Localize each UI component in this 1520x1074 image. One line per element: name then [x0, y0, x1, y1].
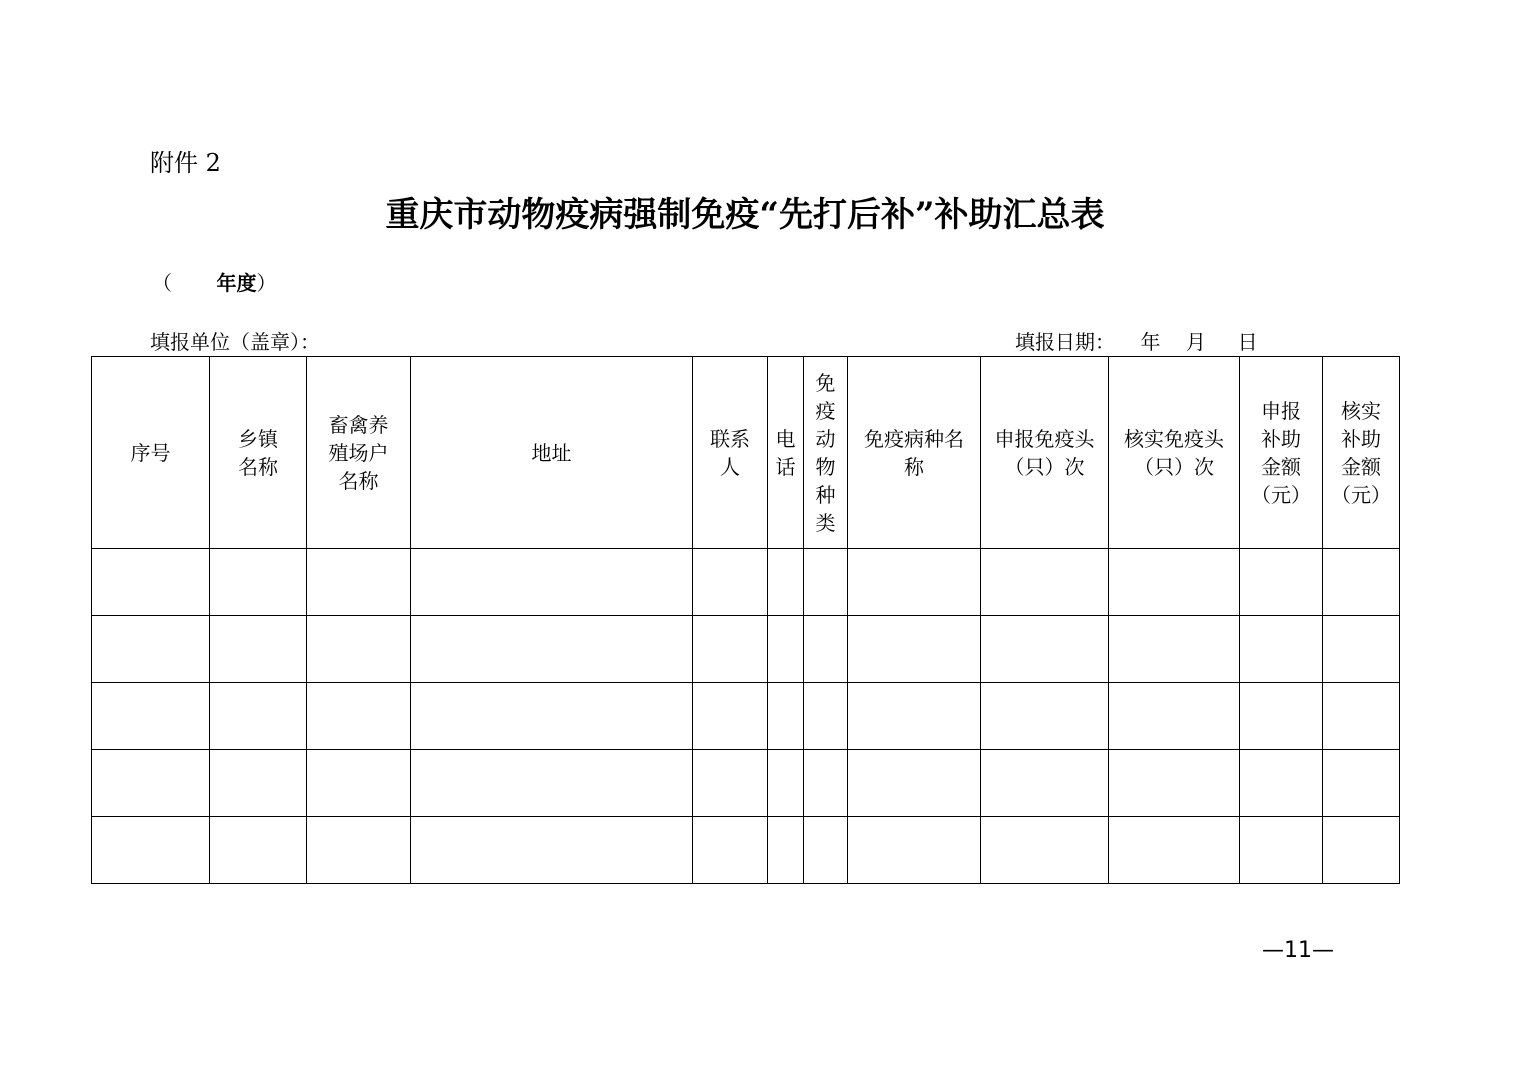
table-cell[interactable] — [768, 616, 804, 683]
table-cell[interactable] — [1109, 549, 1240, 616]
reporting-date-label: 填报日期： — [1015, 330, 1115, 354]
table-cell[interactable] — [1109, 817, 1240, 884]
table-cell[interactable] — [804, 549, 848, 616]
table-cell[interactable] — [768, 750, 804, 817]
table-header-row — [92, 357, 1400, 549]
year-line — [152, 268, 277, 298]
column-header: 联系 人 — [693, 357, 768, 549]
table-cell[interactable] — [981, 683, 1109, 750]
table-cell[interactable] — [1109, 616, 1240, 683]
table-cell[interactable] — [693, 750, 768, 817]
table-row — [92, 549, 1400, 616]
column-header: 免 疫 动 物 种 类 — [804, 357, 848, 549]
date-month-blank — [1160, 330, 1185, 354]
table-cell[interactable] — [848, 817, 981, 884]
date-day-blank — [1206, 330, 1238, 354]
table-cell[interactable] — [804, 750, 848, 817]
page-number: —11— — [1262, 938, 1334, 963]
table-cell[interactable] — [848, 616, 981, 683]
column-header: 核实免疫头 （只）次 — [1109, 357, 1240, 549]
table-cell[interactable] — [92, 750, 210, 817]
column-header: 地址 — [411, 357, 693, 549]
table-cell[interactable] — [411, 616, 693, 683]
table-cell[interactable] — [210, 683, 307, 750]
column-header: 免疫病种名 称 — [848, 357, 981, 549]
table-cell[interactable] — [307, 616, 411, 683]
date-day-unit: 日 — [1237, 330, 1258, 354]
subsidy-summary-table — [91, 356, 1400, 884]
table-row — [92, 616, 1400, 683]
table-cell[interactable] — [307, 817, 411, 884]
table-cell[interactable] — [693, 549, 768, 616]
table-cell[interactable] — [804, 817, 848, 884]
year-blank — [172, 271, 217, 295]
column-header: 畜禽养 殖场户 名称 — [307, 357, 411, 549]
table-cell[interactable] — [1240, 549, 1323, 616]
table-cell[interactable] — [981, 817, 1109, 884]
table-cell[interactable] — [1323, 616, 1400, 683]
table-cell[interactable] — [1240, 683, 1323, 750]
table-cell[interactable] — [411, 683, 693, 750]
table-cell[interactable] — [804, 616, 848, 683]
table-cell[interactable] — [1109, 683, 1240, 750]
table-cell[interactable] — [981, 750, 1109, 817]
table-cell[interactable] — [411, 549, 693, 616]
table-cell[interactable] — [307, 549, 411, 616]
year-label: 年度 — [216, 271, 257, 295]
column-header: 电 话 — [768, 357, 804, 549]
table-cell[interactable] — [307, 683, 411, 750]
table-cell[interactable] — [1323, 549, 1400, 616]
column-header: 申报免疫头 （只）次 — [981, 357, 1109, 549]
table-cell[interactable] — [92, 616, 210, 683]
table-cell[interactable] — [92, 817, 210, 884]
reporting-unit-label: 填报单位（盖章）： — [150, 330, 320, 354]
table-cell[interactable] — [210, 549, 307, 616]
table-cell[interactable] — [848, 683, 981, 750]
table-cell[interactable] — [1109, 750, 1240, 817]
table-body — [92, 549, 1400, 884]
table-cell[interactable] — [1240, 616, 1323, 683]
table-row — [92, 817, 1400, 884]
table-cell[interactable] — [411, 750, 693, 817]
table-cell[interactable] — [693, 683, 768, 750]
table-cell[interactable] — [768, 817, 804, 884]
reporting-date-line — [1015, 328, 1258, 356]
table-cell[interactable] — [1323, 817, 1400, 884]
table-cell[interactable] — [848, 549, 981, 616]
table-cell[interactable] — [210, 616, 307, 683]
column-header: 乡镇 名称 — [210, 357, 307, 549]
table-cell[interactable] — [693, 817, 768, 884]
table-cell[interactable] — [210, 750, 307, 817]
table-row — [92, 683, 1400, 750]
table-cell[interactable] — [92, 683, 210, 750]
table-cell[interactable] — [411, 817, 693, 884]
table-cell[interactable] — [768, 549, 804, 616]
table-cell[interactable] — [210, 817, 307, 884]
date-year-blank — [1115, 330, 1140, 354]
year-close-paren: ） — [256, 271, 277, 295]
date-year-unit: 年 — [1140, 330, 1161, 354]
table-cell[interactable] — [1240, 750, 1323, 817]
column-header: 申报 补助 金额 （元） — [1240, 357, 1323, 549]
attachment-label: 附件 2 — [150, 149, 221, 177]
table-cell[interactable] — [848, 750, 981, 817]
table-cell[interactable] — [1323, 683, 1400, 750]
year-open-paren: （ — [152, 271, 172, 295]
table-cell[interactable] — [693, 616, 768, 683]
table-cell[interactable] — [307, 750, 411, 817]
table-cell[interactable] — [1323, 750, 1400, 817]
document-title: 重庆市动物疫病强制免疫“先打后补”补助汇总表 — [385, 195, 1105, 235]
column-header: 序号 — [92, 357, 210, 549]
table-cell[interactable] — [768, 683, 804, 750]
date-month-unit: 月 — [1185, 330, 1206, 354]
table-cell[interactable] — [92, 549, 210, 616]
table-cell[interactable] — [804, 683, 848, 750]
table-row — [92, 750, 1400, 817]
table-cell[interactable] — [1240, 817, 1323, 884]
table-cell[interactable] — [981, 616, 1109, 683]
column-header: 核实 补助 金额 （元） — [1323, 357, 1400, 549]
table-cell[interactable] — [981, 549, 1109, 616]
